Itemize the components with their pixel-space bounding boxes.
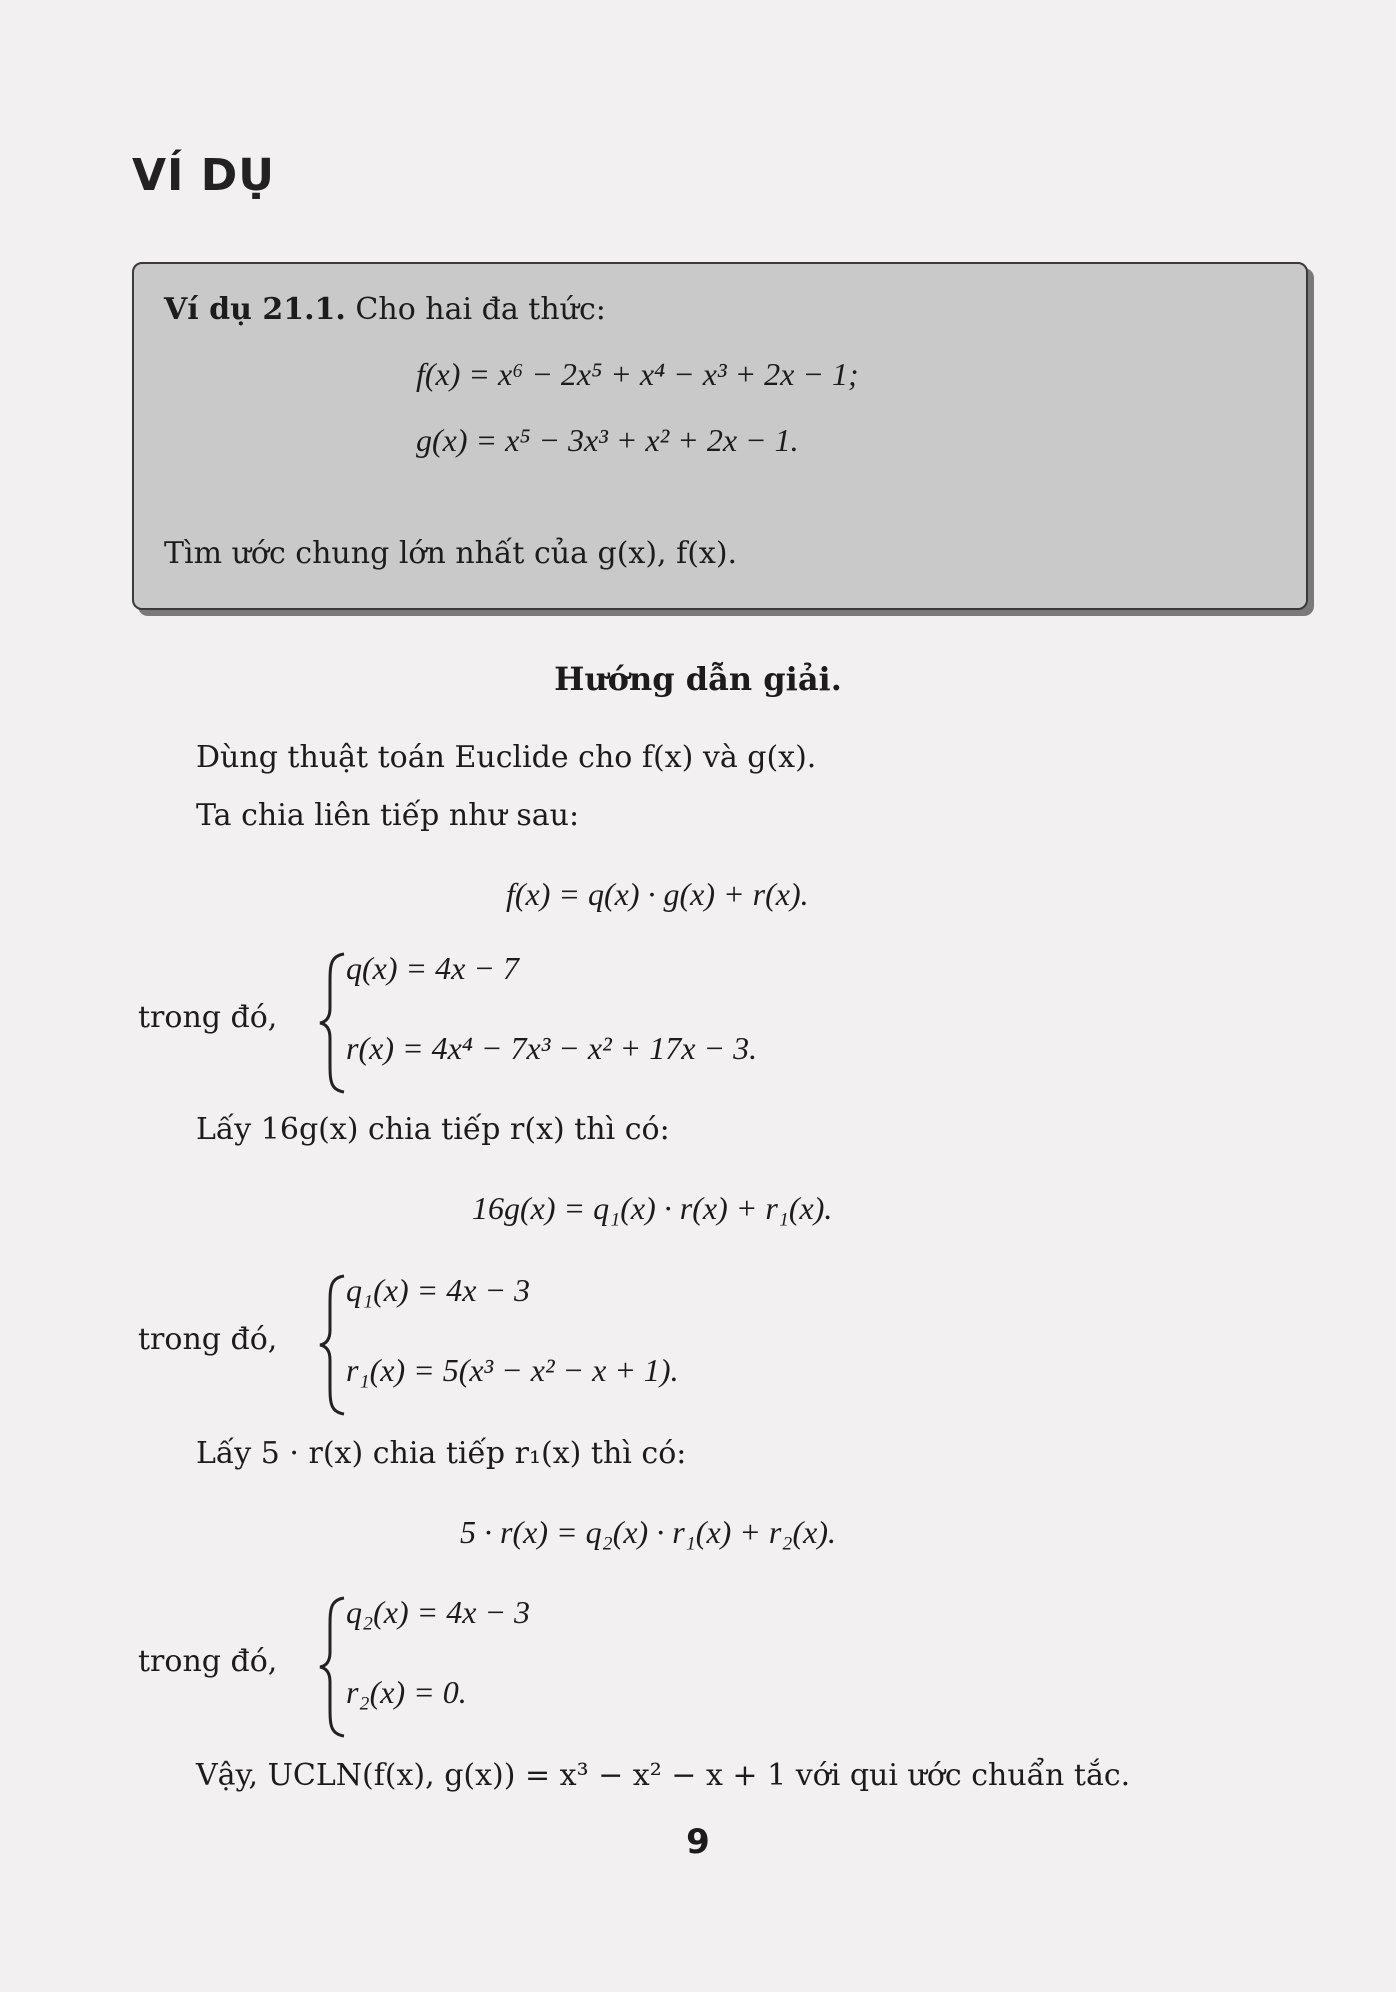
division-equation-3: 5 · r(x) = q₂(x) · r₁(x) + r₂(x).	[460, 1514, 836, 1550]
division-equation-1: f(x) = q(x) · g(x) + r(x).	[506, 876, 809, 912]
solution-line-3: Lấy 16g(x) chia tiếp r(x) thì có:	[196, 1112, 670, 1147]
left-brace-3	[318, 1594, 348, 1740]
case-3-r: r₂(x) = 0.	[346, 1674, 467, 1710]
page-number: 9	[686, 1822, 710, 1862]
left-brace-1	[318, 950, 348, 1096]
division-equation-2: 16g(x) = q₁(x) · r(x) + r₁(x).	[472, 1190, 833, 1226]
left-brace-2	[318, 1272, 348, 1418]
example-box	[132, 262, 1308, 610]
example-heading	[164, 292, 606, 327]
example-label: Ví dụ 21.1.	[164, 292, 346, 327]
equation-g: g(x) = x⁵ − 3x³ + x² + 2x − 1.	[416, 422, 799, 458]
where-label-3: trong đó,	[138, 1644, 278, 1679]
solution-line-2: Ta chia liên tiếp như sau:	[196, 798, 580, 833]
where-label-2: trong đó,	[138, 1322, 278, 1357]
example-intro: Cho hai đa thức:	[355, 292, 606, 327]
example-task: Tìm ước chung lớn nhất của g(x), f(x).	[164, 536, 738, 571]
solution-line-4: Lấy 5 · r(x) chia tiếp r₁(x) thì có:	[196, 1436, 687, 1471]
where-label-1: trong đó,	[138, 1000, 278, 1035]
case-1-q: q(x) = 4x − 7	[346, 950, 519, 986]
case-3-q: q₂(x) = 4x − 3	[346, 1594, 531, 1630]
case-2-q: q₁(x) = 4x − 3	[346, 1272, 531, 1308]
case-2-r: r₁(x) = 5(x³ − x² − x + 1).	[346, 1352, 679, 1388]
equation-f: f(x) = x⁶ − 2x⁵ + x⁴ − x³ + 2x − 1;	[416, 356, 859, 392]
guide-title: Hướng dẫn giải.	[554, 660, 842, 698]
section-title: VÍ DỤ	[132, 150, 275, 201]
solution-line-1: Dùng thuật toán Euclide cho f(x) và g(x).	[196, 740, 817, 775]
case-1-r: r(x) = 4x⁴ − 7x³ − x² + 17x − 3.	[346, 1030, 758, 1066]
conclusion: Vậy, UCLN(f(x), g(x)) = x³ − x² − x + 1 với qui ước chuẩn tắc.	[196, 1758, 1131, 1793]
